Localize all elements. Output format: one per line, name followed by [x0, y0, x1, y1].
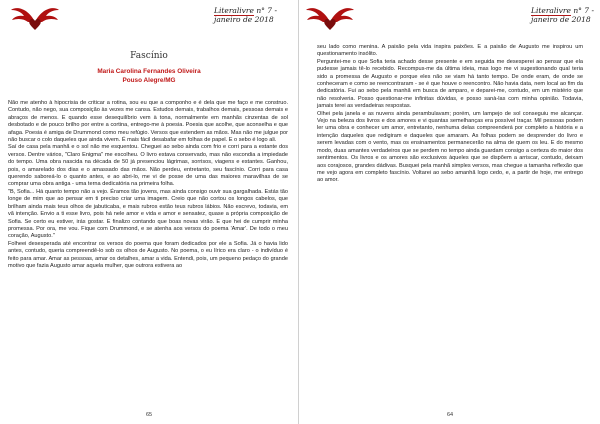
author-name: Maria Carolina Fernandes Oliveira [97, 68, 201, 75]
winged-heart-icon [10, 4, 60, 32]
paragraph: seu lado como menina. A paixão pela vida inspira paixões. E a paixão de Augusto me inspirou um questionamento insólito. [317, 44, 583, 58]
paragraph: Folheei desesperada até encontrar os versos do poema que foram dedicados por ele a Sofia. Já o havia lido antes, contudo, queria compreendê-lo sob os olhos de Augusto. No poema, o eu lírico era claro - o indivíduo é feito para amar. Amar as pessoas, amar os detalhes, amar a vida. Entendi, pois, um pequeno pedaço do grande motivo que fazia Augusto amar aquela mulher, que outrora estivera ao [8, 240, 288, 269]
left-body-text [8, 100, 288, 270]
page-number: 65 [145, 412, 153, 418]
winged-heart-icon [305, 4, 355, 32]
paragraph: Saí de casa pela manhã e o sol não me esquentou. Cheguei ao sebo ainda com frio e corri para a estante dos versos. Dentre vários, "Claro Enigma" me escolheu. O livro estava conservado, mas não escondia a impiedade do tempo. Uma obra nascida na década de 50 já presenciou lágrimas, sorrisos, viagens e estantes. Ganhou, pois, o amarelado dos dias e o amassado das mãos. Não perdeu, entretanto, seu fascínio. Corri para casa querendo saboreá-lo o quanto antes, e ao abri-lo, me vi de posse de uma das maiores maravilhas de se comprar uma obra antiga - uma terna dedicatória na primeira folha. [8, 144, 288, 188]
page-header [214, 6, 298, 24]
paragraph: Olhei pela janela e as nuvens ainda perambulavam; porém, um lampejo de sol conseguiu me alcançar. Vejo na beleza dos livros e dos amores e vi quantas semelhanças era possível traçar. Mil pessoas podem ler uma obra e conhecer um amor, entretanto, nenhuma delas compreenderá por completo a história e a intenção daqueles que redigiram e daqueles que amaram. As folhas podem se desprender do livro e serem levadas com o vento, mas os ensinamentos permanecerão na alma de quem os leu. E do mesmo modo, duas amantes verdadeiros que se perdem no tempo ainda guardam consigo a certeza do maior dos sentimentos. Os livros e os amores são exclusivos àqueles que se dispõem a arriscar, contudo, deixam aos corajosos, grandes dádivas. Busquei pela manhã simples versos, mas chegue a tamanha reflexão que me vejo agora em completo fascínio. Voltarei ao sebo amanhã logo cedo, e, a partir de hoje, me entrego ao amor. [317, 110, 583, 184]
header-journal: Literalivre [214, 6, 254, 15]
header-issue: n° 7 - janeiro de 2018 [214, 6, 277, 24]
paragraph: Perguntei-me o que Sofia teria achado desse presente e em seguida me desesperei ao pensar que ela pudesse jamais tê-lo recebido. Recompus-me da última ideia, mas logo me vi sugestionando qual teria sido a promessa de Augusto e porque eles não se viam há tanto tempo. De onde eram, de onde se conheceram e como se reencontraram - se é que houve o reencontro. Não havia data, nem local ao fim da dedicatória. Fui ao sebo pela manhã em busca de amparo, e deparei-me, contudo, em um mistério que não resolveria. Posso questionar-me infinitas dúvidas, e posso sanà-las com minha opinião. Todavia, jamais terei as verdadeiras respostas. [317, 58, 583, 110]
poem-title: Fascínio [130, 51, 168, 61]
author-place: Pouso Alegre/MG [122, 77, 176, 84]
header-issue: n° 7 - janeiro de 2018 [531, 6, 594, 24]
paragraph: Não me atenho à hipocrisia de criticar a rotina, sou eu que a componho e é dela que me faço e me construo. Contudo, não nego, sua composição às vezes me cansa. Estudos demais, trabalhos demais, pessoas demais e abraços de menos. E quando esse desequilíbrio vem à tona, normalmente em manhãs cinzentas de sol desbotado e de pouco brilho por entre a cortina, entrego-me à poesia. Poesia que acolhe, que aconselha e que afaga. Poesia é amiga de Drummond como meu refúgio. Versos que estendem as mãos. Mas não me julgue por não buscar o colo daqueles que ainda vivem. É mais fácil desabafar em folhas de papel. E o sebo é logo ali. [8, 100, 288, 144]
header-journal: Literalivre [531, 6, 571, 15]
right-body-text [317, 44, 583, 185]
left-page [0, 0, 299, 424]
paragraph: "B, Sofia... Há quanto tempo não a vejo. Éramos tão jovens, mas ainda consigo ouvir sua gargalhada. Estás tão longe de mim que ao pensar em ti preciso criar uma imagem. Creio que não cortou os longos cabelos, que brilham ainda mais teus olhos de jabuticaba, e mais rubros estão teus rubros lábios. Não escrevo, todavia, em vã intenção. Envio a ti esse livro, pois há nele amor e vida e amor e sensatez, quase a própria composição de Sofia. Se certo eu estiver, irás gostar. E finalizo contando que boas novas virão. E que hei de cumprir minha promessa. Por ora, me vou. Fique com Drummond, e se atenha aos versos do poema 'Amar'. De todo o meu coração, Augusto." [8, 188, 288, 240]
right-page [301, 0, 599, 424]
author-block [0, 67, 298, 85]
page-header [531, 6, 599, 24]
page-number: 64 [446, 412, 454, 418]
